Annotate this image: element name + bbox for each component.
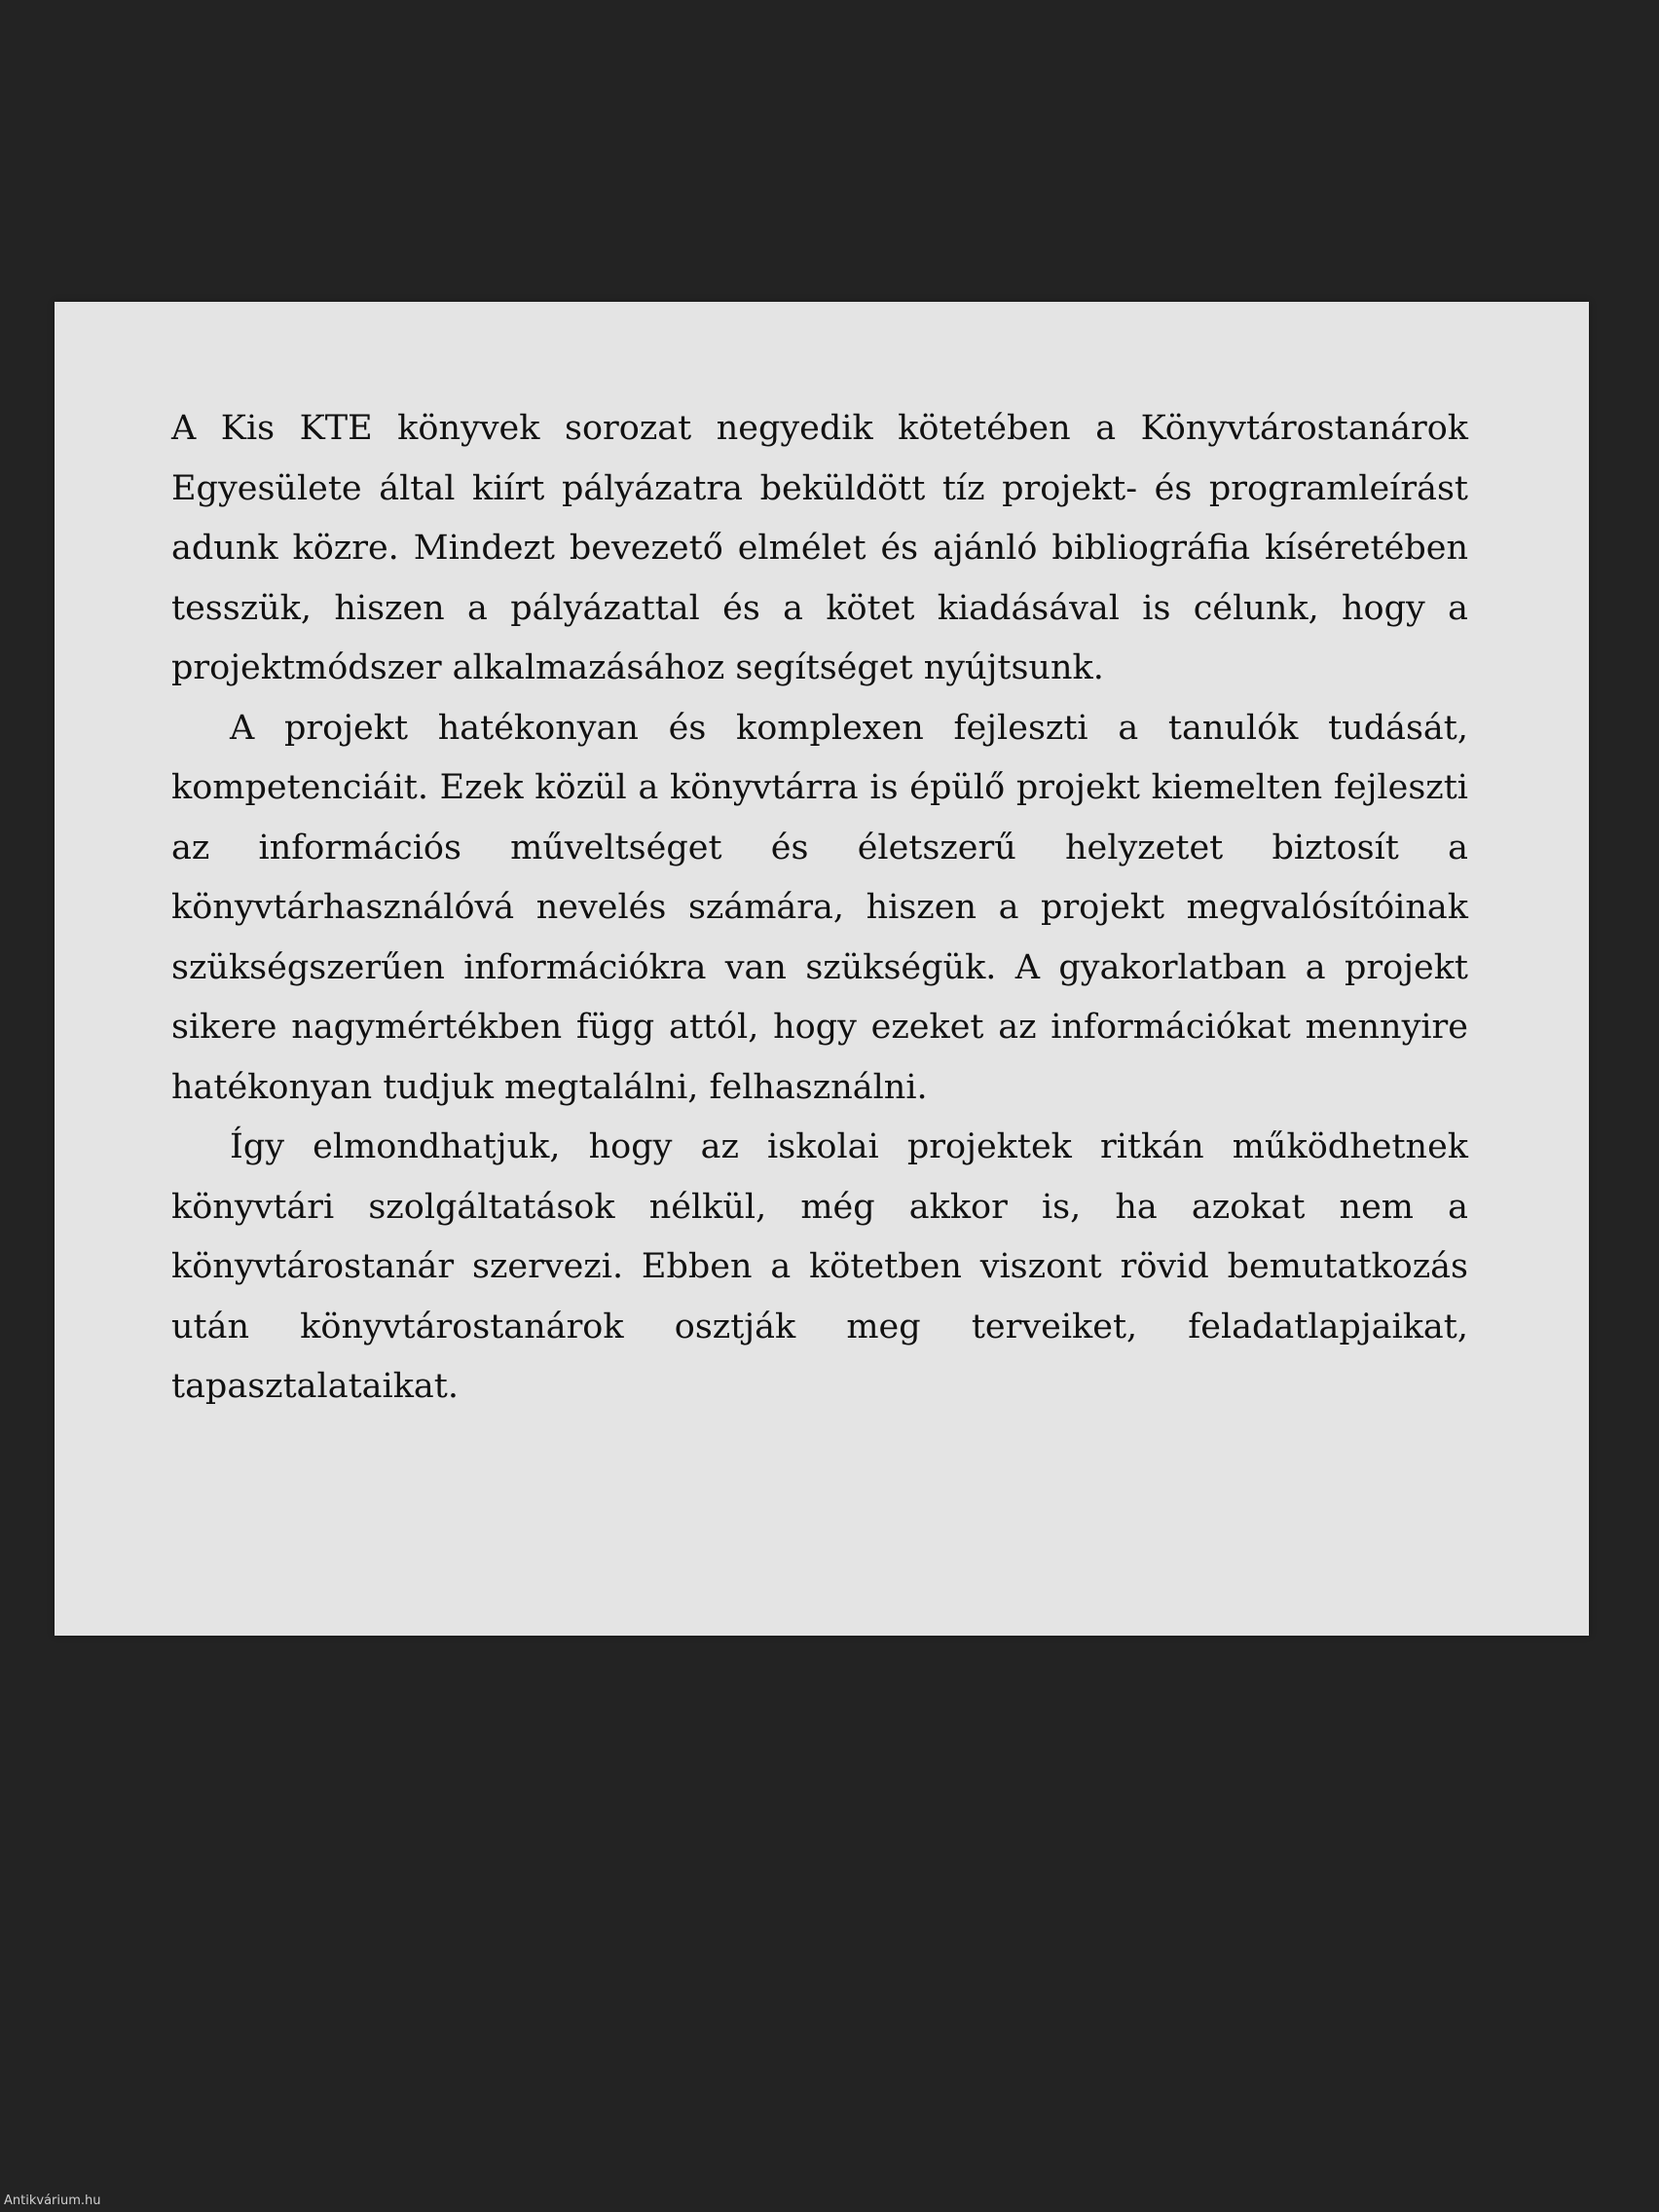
book-cover-text-panel — [55, 302, 1589, 1636]
paragraph-3: Így elmondhatjuk, hogy az iskolai projektek ritkán működhetnek könyvtári szolgáltatások nélkül, még akkor is, ha azokat nem a könyvtárostanár szervezi. Ebben a kötetben viszont rövid bemutatkozás után könyvtárostanárok osztják meg terveiket, feladatlapjaikat, tapasztalataikat. — [171, 1127, 1468, 1406]
blurb-text — [171, 399, 1468, 1418]
paragraph-1: A Kis KTE könyvek sorozat negyedik kötetében a Könyvtárostanárok Egyesülete által kiírt pályázatra beküldött tíz projekt- és programleírást adunk közre. Mindezt bevezető elmélet és ajánló bibliográfia kíséretében tesszük, hiszen a pályázattal és a kötet kiadásával is célunk, hogy a projektmódszer alkalmazásához segítséget nyújtsunk. — [171, 409, 1468, 687]
paragraph-2: A projekt hatékonyan és komplexen fejleszti a tanulók tudását, kompetenciáit. Ezek közül a könyvtárra is épülő projekt kiemelten fejleszti az információs műveltséget és életszerű helyzetet biztosít a könyvtárhasználóvá nevelés számára, hiszen a projekt megvalósítóinak szükségszerűen információkra van szükségük. A gyakorlatban a projekt sikere nagymértékben függ attól, hogy ezeket az információkat mennyire hatékonyan tudjuk megtalálni, felhasználni. — [171, 708, 1468, 1107]
watermark-text: Antikvárium.hu — [4, 2194, 101, 2208]
